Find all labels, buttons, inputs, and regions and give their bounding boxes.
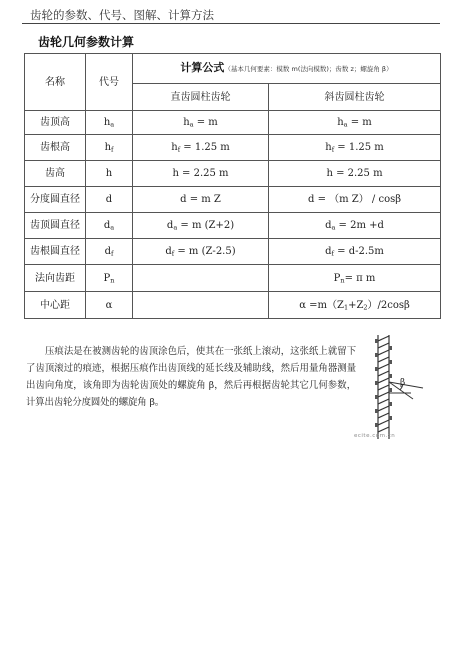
formula-subscript: a [189,120,194,129]
formula-text: = 2m +d [335,220,384,231]
param-symbol [86,213,133,239]
spur-formula [133,161,269,187]
symbol-text: d [103,220,111,231]
header-name: 名称 [25,54,86,111]
symbol-subscript: a [110,223,115,232]
spur-formula [133,213,269,239]
formula-subscript: n [340,276,345,284]
angle-beta-label: β [400,378,406,388]
formula-text: h = 2.25 m [172,168,229,179]
param-symbol [86,111,133,135]
header-spur-gear: 直齿圆柱齿轮 [133,84,269,111]
helical-formula [269,265,441,292]
formula-text: d = m Z [180,194,221,205]
formula-text: = m (Z-2.5) [174,246,236,257]
param-symbol [86,265,133,292]
formula-text: = 1.25 m [334,142,384,153]
header-divider [22,23,440,24]
measurement-paragraph: 压痕法是在被测齿轮的齿顶涂色后，使其在一张纸上滚动，这张纸上就留下了齿顶滚过的痕迹，根据压痕作出齿顶线的延长线及辅助线，然后用量角器测量出齿向角度，该角即为齿轮齿顶处的螺旋角 β，然后再根据齿轮其它几何参数，计算出齿轮分度圆处的螺旋角 β。 [26,346,356,408]
formula-text: d [325,220,332,231]
formula-text: d = （m Z） / cosβ [308,194,402,205]
param-symbol [86,292,133,319]
helical-formula [269,213,441,239]
formula-text: = 1.25 m [180,142,230,153]
table-row [25,161,441,187]
symbol-subscript: f [111,145,114,154]
section-title: 齿轮几何参数计算 [38,35,135,49]
helix-angle-figure [355,333,443,441]
param-symbol [86,187,133,213]
spur-formula [133,292,269,319]
formula-text: ）/2cosβ [367,299,410,311]
helical-formula [269,292,441,319]
spur-formula [133,187,269,213]
symbol-text: d [104,246,111,257]
param-symbol [86,239,133,265]
formula-subscript: 1 [343,303,349,311]
formula-text: = d-2.5m [333,246,384,257]
formula-text: α =m（Z [299,299,344,311]
param-name: 齿顶圆直径 [25,213,86,239]
formula-title: 计算公式 [180,61,225,75]
watermark: ecite.com.cn [354,433,396,439]
formula-subscript: a [331,223,336,232]
formula-text: = m [347,117,372,128]
table-row [25,265,441,292]
table-row [25,111,441,135]
param-name: 齿根高 [25,135,86,161]
symbol-text: α [105,299,113,311]
table-row [25,187,441,213]
spur-formula [133,135,269,161]
page-header-title: 齿轮的参数、代号、图解、计算方法 [30,8,214,22]
header-symbol: 代号 [86,54,133,111]
param-name: 齿根圆直径 [25,239,86,265]
formula-subscript: f [177,145,181,154]
helical-formula [269,135,441,161]
helical-formula [269,187,441,213]
spur-formula [133,265,269,292]
formula-text: d [325,246,332,257]
symbol-text: h [103,117,111,128]
tooth-hatching [378,336,389,432]
formula-text: h [337,117,344,128]
symbol-text: d [105,194,113,205]
spur-formula [133,239,269,265]
formula-subscript: a [173,223,178,232]
angle-construction [389,382,423,399]
formula-subscript: f [331,249,334,258]
param-name: 齿顶高 [25,111,86,135]
spur-formula [133,111,269,135]
formula-text: P [333,272,341,284]
param-name: 分度圆直径 [25,187,86,213]
table-row [25,135,441,161]
param-name: 中心距 [25,292,86,319]
param-name: 齿高 [25,161,86,187]
symbol-subscript: a [110,120,115,129]
formula-text: h [171,142,178,153]
helical-formula [269,161,441,187]
symbol-subscript: f [111,249,114,258]
symbol-text: h [105,168,113,179]
formula-subscript: f [331,145,335,154]
formula-text: d [165,246,172,257]
header-formula [133,54,441,84]
formula-subscript: f [171,249,175,258]
gear-parameter-table [24,53,441,319]
table-row [25,239,441,265]
formula-text: h [183,117,190,128]
formula-text: h [325,142,332,153]
formula-note: （基本几何要素：模数 m(法向模数)；齿数 z；螺旋角 β） [224,65,393,74]
formula-text: = π m [344,272,376,284]
formula-text: d [166,220,174,231]
header-helical-gear: 斜齿圆柱齿轮 [269,84,441,111]
formula-text: = m (Z+2) [177,220,235,231]
formula-subscript: a [343,120,348,129]
formula-text: = m [193,117,218,128]
table-row [25,292,441,319]
symbol-subscript: n [110,276,115,284]
param-name: 法向齿距 [25,265,86,292]
table-row [25,213,441,239]
helical-formula [269,111,441,135]
helical-formula [269,239,441,265]
param-symbol [86,135,133,161]
symbol-text: h [104,142,112,153]
param-symbol [86,161,133,187]
formula-text: h = 2.25 m [326,168,383,179]
formula-subscript: 2 [363,303,368,311]
formula-text: +Z [348,299,364,311]
symbol-text: P [103,272,111,284]
